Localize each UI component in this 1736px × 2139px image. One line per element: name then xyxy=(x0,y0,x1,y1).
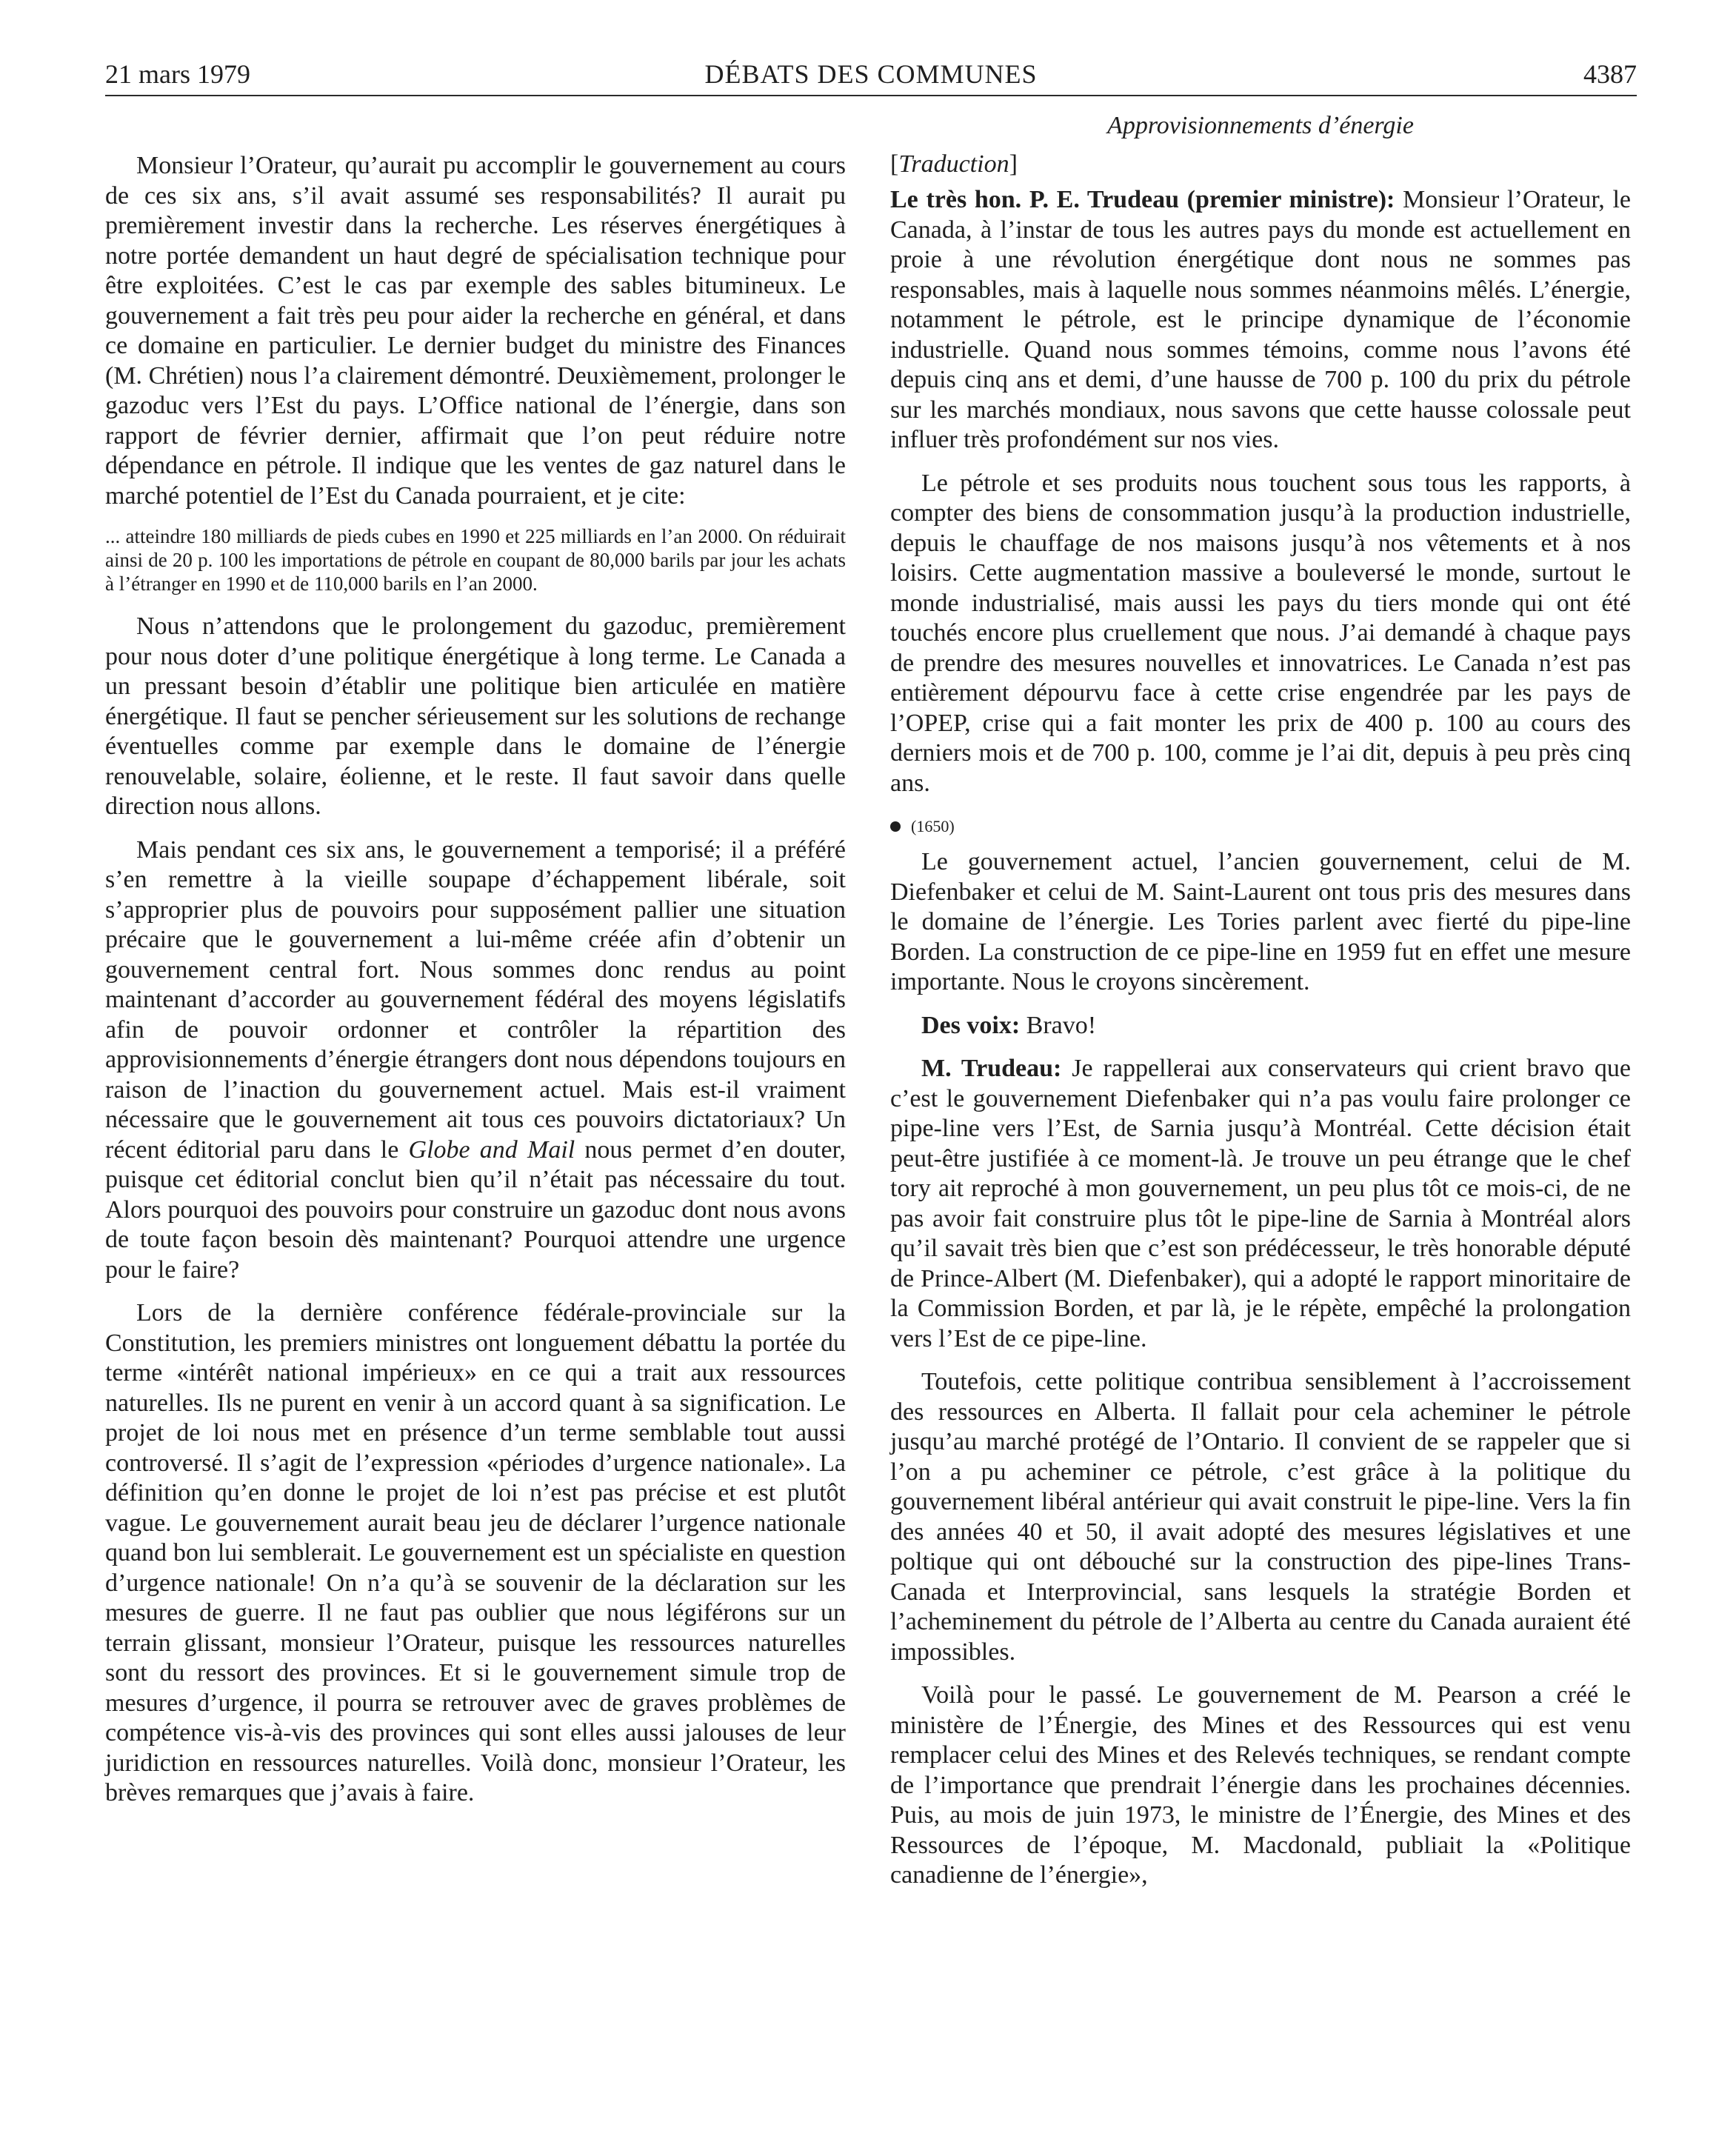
header-date: 21 mars 1979 xyxy=(105,59,250,89)
speaker-name: Des voix: xyxy=(921,1011,1021,1039)
time-marker-label: (1650) xyxy=(911,817,955,835)
paragraph: Toutefois, cette politique contribua sensiblement à l’accroissement des ressources en Alberta. Il fallait pour cela acheminer le pétrole jusqu’au marché protégé de l’Ontario. Il convient de se rappeler que si l’on a pu acheminer ce pétrole, c’est grâce à la politique du gouvernement libéral antérieur qui avait construit le pipe-line. Vers la fin des années 40 et 50, il avait adopté des mesures législatives et une poltique qui ont débouché sur la construction des pipe-lines Trans-Canada et Interprovincial, sans lesquels la stratégie Borden et l’acheminement du pétrole de l’Alberta au centre du Canada auraient été impossibles. xyxy=(890,1368,1631,1666)
header-title: DÉBATS DES COMMUNES xyxy=(704,59,1038,89)
paragraph-text: Bravo! xyxy=(1020,1011,1097,1039)
translation-tag: [Traduction] xyxy=(890,150,1018,178)
paragraph: Lors de la dernière conférence fédérale-provinciale sur la Constitution, les premiers ministres ont longuement débattu la portée du terme «intérêt national impérieux» en ce qui a trait aux ressources naturelles. Ils ne purent en venir à un accord quant à sa signification. Le projet de loi nous met en présence d’un terme semblable tout aussi controversé. Il s’agit de l’expression «périodes d’urgence nationale». La définition qu’en donne le projet de loi n’est pas précise et est plutôt vague. Le gouvernement aurait beau jeu de déclarer l’urgence nationale quand bon lui semblerait. Le gouvernement est un spécialiste en question d’urgence nationale! On n’a qu’à se souvenir de la déclaration sur les mesures de guerre. Il ne faut pas oublier que nous légiférons sur un terrain glissant, monsieur l’Orateur, puisque les ressources naturelles sont du ressort des provinces. Et si le gouvernement simule trop de mesures d’urgence, il pourra se retrouver avec de graves problèmes de compétence vis-à-vis des provinces qui sont elles aussi jalouses de leur juridiction en ressources naturelles. Voilà donc, monsieur l’Orateur, les brèves remarques que j’avais à faire. xyxy=(105,1299,846,1806)
speaker-name: M. Trudeau: xyxy=(921,1055,1062,1082)
paragraph xyxy=(890,1054,1631,1354)
block-quote: ... atteindre 180 milliards de pieds cubes en 1990 et 225 milliards en l’an 2000. On réduirait ainsi de 20 p. 100 les importations de pétrole en coupant de 80,000 barils par jour les achats à l’étranger en 1990 et de 110,000 barils en l’an 2000. xyxy=(105,525,846,595)
section-title: Approvisionnements d’énergie xyxy=(1107,112,1414,139)
paragraph-text: Mais pendant ces six ans, le gouvernement a temporisé; il a préféré s’en remettre à la vieille soupape d’échappement libérale, soit s’approprier plus de pouvoirs pour supposément pallier une situation précaire que le gouvernement a lui-même créée afin d’obtenir un gouvernement central fort. Nous sommes donc rendus au point maintenant d’accorder au gouvernement fédéral des moyens législatifs afin de pouvoir ordonner et contrôler la répartition des approvisionnements d’énergie étrangers dont nous dépendons toujours en raison de l’inaction du gouvernement actuel. Mais est-il vraiment nécessaire que le gouvernement ait tous ces pouvoirs dictatoriaux? Un récent éditorial paru dans le xyxy=(105,835,846,1164)
header-page-number: 4387 xyxy=(1583,59,1637,89)
paragraph: Nous n’attendons que le prolongement du gazoduc, premièrement pour nous doter d’une politique énergétique à long terme. Le Canada a un pressant besoin d’établir une politique bien articulée en matière énergétique. Il faut se pencher sérieusement sur les solutions de rechange éventuelles comme par exemple dans le domaine de l’énergie renouvelable, solaire, éolienne, et le reste. Il faut savoir dans quelle direction nous allons. xyxy=(105,613,846,820)
speaker-name: Le très hon. P. E. Trudeau (premier ministre): xyxy=(890,186,1395,213)
paragraph xyxy=(890,185,1631,456)
paragraph-text: Monsieur l’Orateur, le Canada, à l’instar de tous les autres pays du monde est actuellement en proie à une révolution énergétique dont nous ne sommes pas responsables, mais à laquelle nous sommes néanmoins mêlés. L’énergie, notamment le pétrole, est le principe dynamique de l’économie industrielle. Quand nous sommes témoins, comme nous l’avons été depuis cinq ans et demi, d’une hausse de 700 p. 100 du prix du pétrole sur les marchés mondiaux, nous savons que cette hausse colossale peut influer très profondément sur nos vies. xyxy=(890,186,1632,453)
translation-tag-label: Traduction xyxy=(898,150,1009,178)
bullet-icon xyxy=(890,821,901,832)
paragraph xyxy=(890,1011,1631,1041)
paragraph: Voilà pour le passé. Le gouvernement de M. Pearson a créé le ministère de l’Énergie, des Mines et des Ressources qui est venu remplacer celui des Mines et des Relevés techniques, se rendant compte de l’importance que prendrait l’énergie dans les prochaines décennies. Puis, au mois de juin 1973, le ministre de l’Énergie, des Mines et des Ressources de l’époque, M. Macdonald, publiait la «Politique canadienne de l’énergie», xyxy=(890,1681,1631,1889)
paragraph xyxy=(105,835,846,1286)
paragraph: Monsieur l’Orateur, qu’aurait pu accomplir le gouvernement au cours de ces six ans, s’il avait assumé ses responsabilités? Il aurait pu premièrement investir dans la recherche. Les réserves énergétiques à notre portée demandent un haut degré de spécialisation technique pour être exploitées. C’est le cas par exemple des sables bitumineux. Le gouvernement a fait très peu pour aider la recherche en général, et dans ce domaine en particulier. Le dernier budget du ministre des Finances (M. Chrétien) nous l’a clairement démontré. Deuxièmement, prolonger le gazoduc vers l’Est du pays. L’Office national de l’énergie, dans son rapport de février dernier, affirmait que l’on peut réduire notre dépendance en pétrole. Il indique que les ventes de gaz naturel dans le marché potentiel de l’Est du Canada pourraient, et je cite: xyxy=(105,152,846,510)
paragraph-text: nous permet d’en douter, puisque cet éditorial conclut bien qu’il n’était pas nécessaire du tout. Alors pourquoi des pouvoirs pour construire un gazoduc dont nous avons de toute façon besoin dès maintenant? Pourquoi attendre une urgence pour le faire? xyxy=(105,1135,846,1284)
paragraph: Le pétrole et ses produits nous touchent sous tous les rapports, à compter des biens de consommation jusqu’à la production industrielle, depuis le chauffage de nos maisons jusqu’à nos vêtements et à nos loisirs. Cette augmentation massive a bouleversé le monde, surtout le monde industrialisé, mais aussi les pays du tiers monde qui ont été touchés encore plus cruellement que nous. J’ai demandé à chaque pays de prendre des mesures nouvelles et innovatrices. Le Canada n’est pas entièrement dépourvu face à cette crise engendrée par les pays de l’OPEP, crise qui a fait monter les prix de 400 p. 100 au cours des derniers mois et de 700 p. 100, comme je l’ai dit, depuis à peu près cinq ans. xyxy=(890,469,1631,797)
time-marker xyxy=(890,812,1631,841)
left-column xyxy=(105,151,846,1822)
paragraph: Le gouvernement actuel, l’ancien gouvernement, celui de M. Diefenbaker et celui de M. Saint-Laurent ont tous pris des mesures dans le domaine de l’énergie. Les Tories parlent avec fierté du pipe-line Borden. La construction de ce pipe-line en 1959 fut en effet une mesure importante. Nous le croyons sincèrement. xyxy=(890,848,1631,995)
paragraph-text: Je rappellerai aux conservateurs qui crient bravo que c’est le gouvernement Diefenbaker qui n’a pas voulu faire prolonger ce pipe-line vers l’Est, de Sarnia jusqu’à Montréal. Cette décision était peut-être justifiée à ce moment-là. Je trouve un peu étrange que le chef tory ait reproché à mon gouvernement, un peu plus tôt ce mois-ci, de ne pas avoir fait construire plus tôt le pipe-line de Sarnia à Montréal alors qu’il savait très bien que c’est son prédécesseur, le très honorable député de Prince-Albert (M. Diefenbaker), qui a adopté le rapport minoritaire de la Commission Borden, et par là, je le répète, empêché la prolongation vers l’Est de ce pipe-line. xyxy=(890,1055,1631,1352)
running-header xyxy=(105,53,1637,96)
right-column xyxy=(890,110,1631,1904)
newspaper-title: Globe and Mail xyxy=(408,1135,575,1164)
